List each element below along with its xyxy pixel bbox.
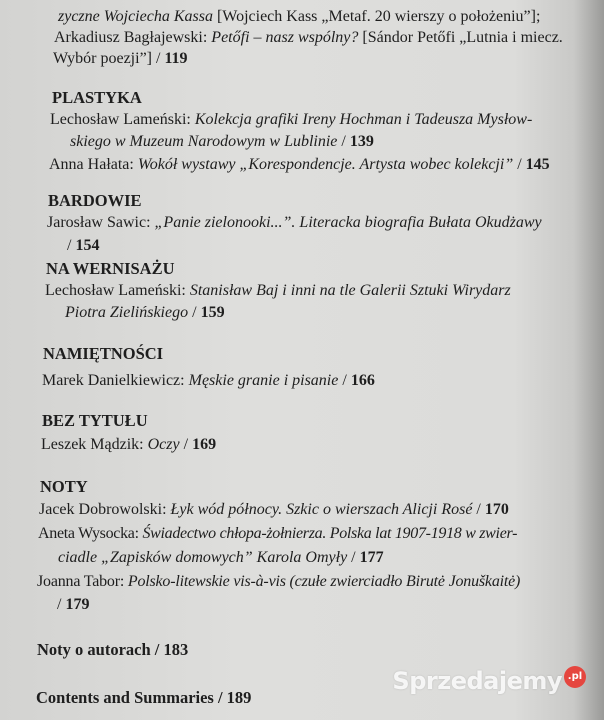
- entry-author: Marek Danielkiewicz:: [42, 372, 189, 389]
- page-number: 159: [200, 304, 225, 321]
- entry-title: Petőfi – nasz wspólny?: [211, 29, 359, 46]
- section-heading: NA WERNISAŻU: [46, 259, 175, 278]
- page-number: 179: [65, 596, 90, 613]
- page-number: 177: [359, 549, 384, 566]
- separator: /: [57, 596, 66, 613]
- entry-author: Jacek Dobrowolski:: [39, 501, 171, 518]
- separator: /: [337, 133, 350, 150]
- toc-line: [53, 49, 188, 69]
- section-heading: PLASTYKA: [52, 88, 142, 107]
- watermark-badge: .pl: [564, 666, 586, 688]
- entry-author: Arkadiusz Bagłajewski:: [54, 29, 212, 46]
- toc-line: [58, 7, 540, 27]
- entry-author: Lechosław Lameński:: [50, 111, 195, 128]
- toc-line: [57, 595, 89, 615]
- toc-line: [45, 281, 511, 301]
- separator: /: [67, 237, 76, 254]
- page-number: 166: [350, 372, 375, 389]
- toc-line: [38, 524, 517, 544]
- section-heading: NAMIĘTNOŚCI: [43, 344, 164, 363]
- entry-title: Męskie granie i pisanie: [188, 372, 339, 389]
- watermark-logo: Sprzedajemy: [392, 667, 562, 695]
- toc-line: [65, 303, 225, 323]
- page-number: 119: [164, 50, 188, 67]
- entry-rest: [Sándor Petőfi „Lutnia i miecz.: [358, 29, 563, 46]
- entry-title: „Panie zielonooki...”. Literacka biografia Bułata Okudżawy: [154, 214, 542, 231]
- separator: /: [179, 436, 193, 453]
- separator: /: [347, 549, 360, 566]
- toc-line: [70, 132, 374, 152]
- section-heading: NOTY: [40, 477, 88, 496]
- entry-title: Wokół wystawy „Korespondencje. Artysta wobec kolekcji”: [137, 156, 514, 173]
- entry-title: zyczne Wojciecha Kassa: [58, 8, 213, 25]
- entry-title: Świadectwo chłopa-żołnierza. Polska lat 1907-1918 w zwier-: [142, 525, 518, 542]
- toc-line: [39, 500, 509, 520]
- entry-title: skiego w Muzeum Narodowym w Lublinie: [70, 133, 338, 150]
- contents-summaries-entry: Contents and Summaries / 189: [36, 688, 252, 707]
- entry-title: Piotra Zielińskiego: [65, 304, 189, 321]
- entry-author: Leszek Mądzik:: [41, 436, 148, 453]
- entry-title: Kolekcja grafiki Ireny Hochman i Tadeusza Mysłow-: [194, 111, 533, 128]
- page-number: 154: [75, 237, 100, 254]
- toc-line: [67, 236, 99, 256]
- section-heading: BARDOWIE: [48, 191, 142, 210]
- entry-title: Polsko-litewskie vis-à-vis (czułe zwierciadło Birutė Jonuškaitė): [127, 573, 521, 590]
- toc-line: [54, 28, 563, 48]
- entry-rest: Wybór poezji”] /: [53, 50, 165, 67]
- toc-line: [41, 435, 216, 455]
- separator: /: [338, 372, 351, 389]
- entry-rest: [Wojciech Kass „Metaf. 20 wierszy o położeniu”];: [212, 8, 541, 25]
- toc-line: [47, 213, 542, 233]
- watermark: [392, 666, 586, 696]
- entry-title: Stanisław Baj i inni na tle Galerii Sztuki Wirydarz: [189, 282, 511, 299]
- entry-title: Oczy: [147, 436, 180, 453]
- toc-line: [37, 572, 520, 592]
- toc-line: [42, 371, 375, 391]
- entry-author: Aneta Wysocka:: [38, 525, 143, 542]
- entry-title: Łyk wód północy. Szkic o wierszach Alicji Rosé: [170, 501, 473, 518]
- page-number: 145: [525, 156, 550, 173]
- separator: /: [472, 501, 485, 518]
- separator: /: [188, 304, 201, 321]
- entry-title: ciadle „Zapisków domowych” Karola Omyły: [58, 549, 348, 566]
- entry-author: Joanna Tabor:: [37, 573, 128, 590]
- authors-notes-entry: Noty o autorach / 183: [37, 640, 189, 659]
- page-number: 139: [349, 133, 374, 150]
- page-number: 170: [484, 501, 509, 518]
- entry-author: Anna Hałata:: [49, 156, 138, 173]
- entry-author: Lechosław Lameński:: [45, 282, 190, 299]
- toc-line: [58, 548, 384, 568]
- entry-author: Jarosław Sawic:: [47, 214, 155, 231]
- separator: /: [513, 156, 526, 173]
- section-heading: BEZ TYTUŁU: [42, 411, 148, 430]
- page-number: 169: [192, 436, 217, 453]
- toc-line: [49, 155, 550, 175]
- toc-line: [50, 110, 532, 130]
